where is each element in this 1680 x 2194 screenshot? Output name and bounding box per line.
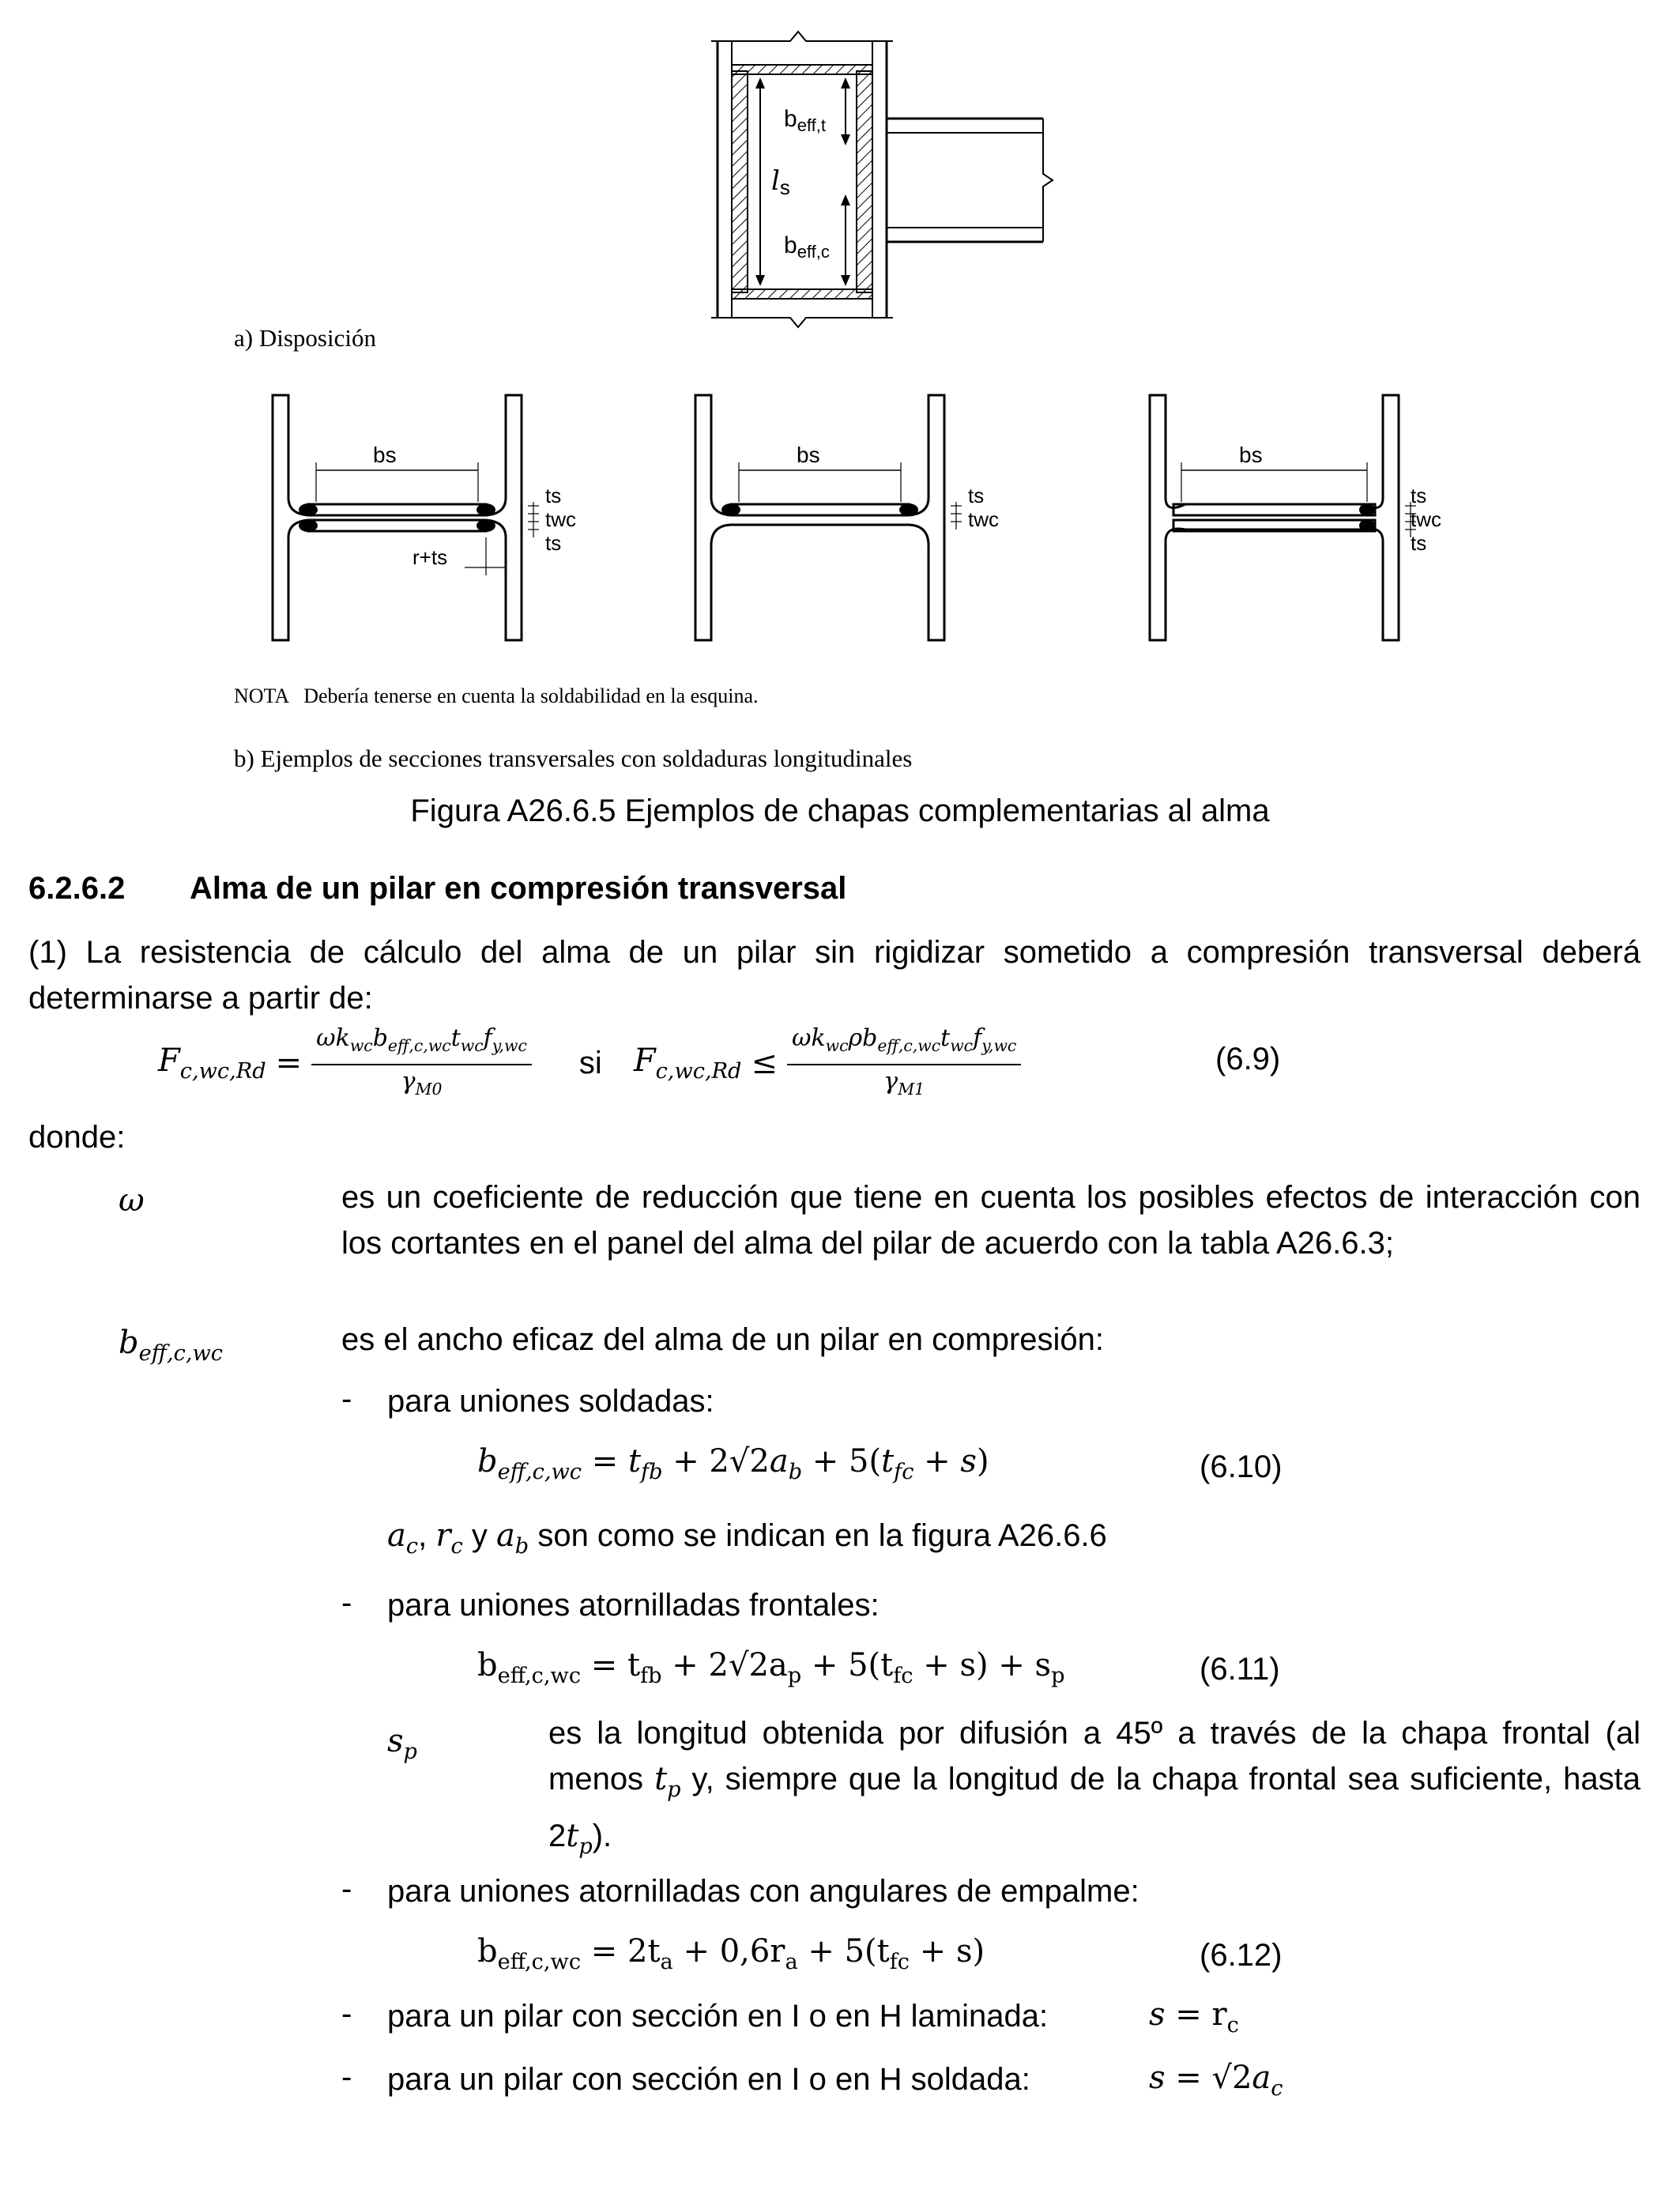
equation-s-rolled: $s = r_c$ [1149, 1996, 1239, 2038]
bullet-rolled: para un pilar con sección en I o en H laminada: [387, 1999, 1049, 2034]
bullet-bolted-end: para uniones atornilladas frontales: [387, 1588, 880, 1623]
section-title: Alma de un pilar en compresión transversal [190, 871, 847, 906]
figure-caption: Figura A26.6.5 Ejemplos de chapas complementarias al alma [410, 794, 1270, 828]
label-ts-2: ts [968, 484, 985, 507]
label-twc-2: twc [968, 507, 999, 531]
section-example-1 [273, 395, 539, 640]
label-twc-3: twc [1411, 507, 1441, 531]
equation-6-9: $F_{c,wc,Rd}$ = $\frac{\omega k_{wc}b_{eff,c,wc}t_{wc}f_{y,wc}}{\gamma_{M0}}$ si $F_{c,wc,Rd}$ ≤ $\frac{\omega k_{wc}\rho b_{eff,c,wc}t_{wc}f_{y,wc}}{\gamma_{M1}}$ [158, 1020, 1021, 1106]
equation-6-12: $b_{eff,c,wc} = 2t_a + 0,6r_a + 5(t_{fc} + s)$ [477, 1933, 985, 1974]
definition-omega: es un coeficiente de reducción que tiene en cuenta los posibles efectos de interacción con los cortantes en el panel del alma del pilar de acuerdo con la tabla A26.6.3; [341, 1180, 1640, 1261]
paragraph-1: (1) La resistencia de cálculo del alma de un pilar sin rigidizar sometido a compresión transversal deberá determinarse a partir de: [28, 935, 1640, 1016]
equation-number-6-11: (6.11) [1200, 1652, 1280, 1687]
bullet-dash-3: - [341, 1872, 352, 1906]
label-ts-3a: ts [1411, 484, 1427, 507]
note-ac-rc-ab: $a_c$, $r_c$ y $a_b$ son como se indican en la figura A26.6.6 [387, 1517, 1107, 1559]
equation-6-11: $b_{eff,c,wc} = t_{fb} + 2√2a_p + 5(t_{fc} + s) + s_p$ [477, 1647, 1065, 1688]
label-ts-1a: ts [545, 484, 562, 507]
bullet-dash-1: - [341, 1382, 352, 1416]
definition-sp: es la longitud obtenida por difusión a 45º a través de la chapa frontal (al menos $t_p$ y, siempre que la longitud de la chapa frontal sea suficiente, hasta $2t_p$). [548, 1716, 1640, 1859]
equation-number-6-9: (6.9) [1215, 1042, 1281, 1076]
equation-number-6-10: (6.10) [1200, 1449, 1283, 1484]
figure-b-sections [261, 387, 1478, 656]
bullet-dash-2: - [341, 1585, 352, 1620]
label-ts-3b: ts [1411, 531, 1427, 555]
label-ls: ls [771, 165, 790, 199]
bullet-welded: para uniones soldadas: [387, 1384, 714, 1419]
label-beff-t-b: $b_{eff,t}$ [784, 106, 826, 135]
figure-label-a: a) Disposición [234, 324, 376, 352]
symbol-beff: $b_{eff,c,wc}$ [119, 1325, 223, 1366]
eq-si: si [578, 1045, 602, 1080]
label-rts-1: r+ts [412, 545, 448, 569]
label-twc-1: twc [545, 507, 576, 531]
bullet-dash-5: - [341, 2060, 352, 2094]
label-ts-1b: ts [545, 531, 562, 555]
bullet-welded-col: para un pilar con sección en I o en H soldada: [387, 2062, 1030, 2097]
section-example-3 [1150, 395, 1416, 640]
donde-label: donde: [28, 1120, 126, 1155]
symbol-sp: $s_p$ [387, 1723, 417, 1764]
label-bs-3: bs [1239, 443, 1263, 467]
section-number: 6.2.6.2 [28, 871, 126, 906]
equation-s-welded: $s = √2a_c$ [1149, 2060, 1283, 2101]
figure-label-b: b) Ejemplos de secciones transversales con soldaduras longitudinales [234, 745, 913, 772]
figure-a-disposicion [695, 24, 1059, 332]
section-example-2 [695, 395, 962, 640]
definition-beff: es el ancho eficaz del alma de un pilar en compresión: [341, 1322, 1104, 1357]
label-bs-2: bs [797, 443, 820, 467]
bullet-bolted-angle: para uniones atornilladas con angulares de empalme: [387, 1874, 1139, 1909]
figure-nota: NOTA Debería tenerse en cuenta la soldabilidad en la esquina. [234, 684, 759, 707]
equation-6-10: $b_{eff,c,wc} = t_{fb} + 2√2a_b + 5(t_{fc} + s)$ [477, 1443, 989, 1484]
bullet-dash-4: - [341, 1996, 352, 2031]
label-bs-1: bs [373, 443, 397, 467]
symbol-omega: ω [119, 1182, 145, 1219]
equation-number-6-12: (6.12) [1200, 1938, 1283, 1973]
label-beff-c: $b_{eff,c}$ [784, 232, 830, 262]
